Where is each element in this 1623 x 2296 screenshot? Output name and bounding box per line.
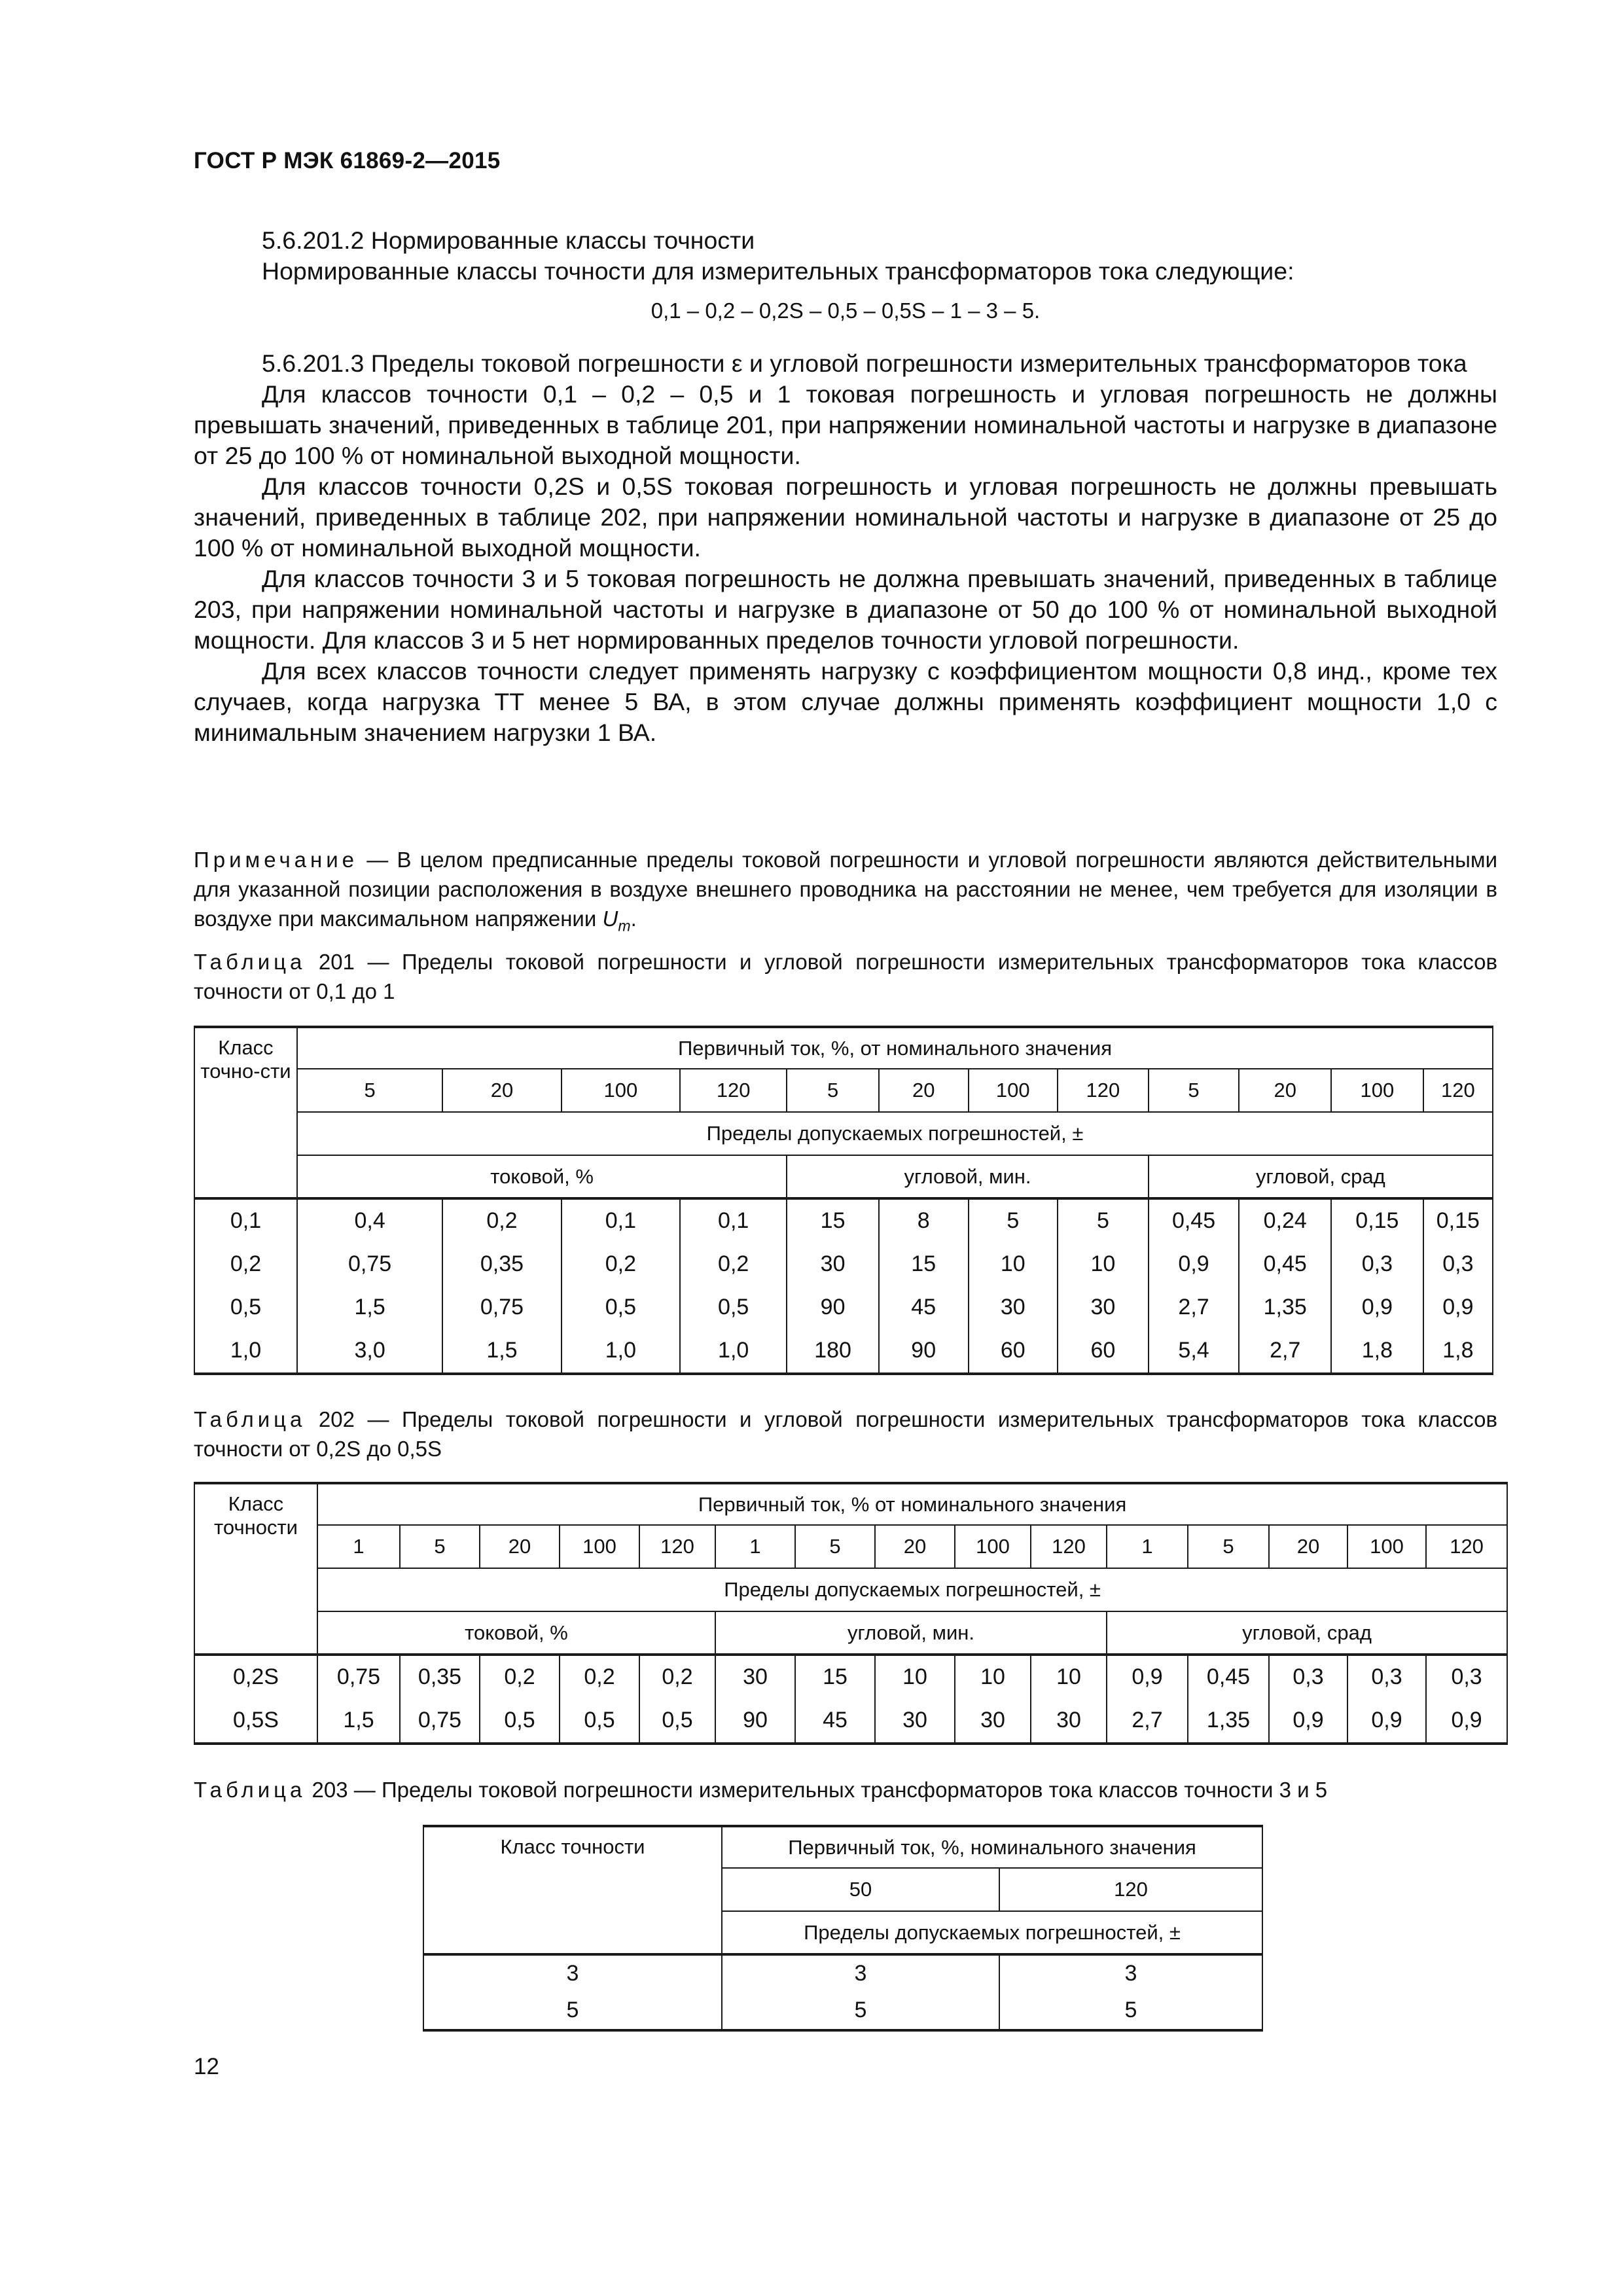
value-cell: 0,2 xyxy=(639,1655,715,1699)
class-cell: 0,1 xyxy=(194,1198,297,1243)
value-cell: 0,3 xyxy=(1347,1655,1426,1699)
value-cell: 0,15 xyxy=(1423,1198,1493,1243)
section-heading: 5.6.201.2 Нормированные классы точности xyxy=(262,226,755,254)
current-value: 100 xyxy=(560,1525,639,1568)
value-cell: 60 xyxy=(969,1329,1058,1374)
value-cell: 10 xyxy=(875,1655,955,1699)
current-value: 5 xyxy=(1188,1525,1269,1568)
current-value: 5 xyxy=(297,1069,442,1112)
value-cell: 15 xyxy=(879,1243,969,1286)
value-cell: 0,45 xyxy=(1188,1655,1269,1699)
value-cell: 0,45 xyxy=(1239,1243,1331,1286)
current-value: 100 xyxy=(969,1069,1058,1112)
group-header: угловой, срад xyxy=(1149,1155,1493,1198)
table-row xyxy=(194,1286,1493,1329)
value-cell: 0,3 xyxy=(1423,1243,1493,1286)
current-value: 20 xyxy=(875,1525,955,1568)
group-header: токовой, % xyxy=(297,1155,787,1198)
value-cell: 60 xyxy=(1058,1329,1149,1374)
class-cell: 0,5 xyxy=(194,1286,297,1329)
caption-label: Таблица xyxy=(194,1778,306,1802)
value-cell: 0,1 xyxy=(562,1198,680,1243)
value-cell: 0,35 xyxy=(400,1655,480,1699)
value-cell: 0,5 xyxy=(480,1699,560,1744)
value-cell: 0,75 xyxy=(297,1243,442,1286)
current-value: 120 xyxy=(1058,1069,1149,1112)
value-cell: 30 xyxy=(969,1286,1058,1329)
value-cell: 1,8 xyxy=(1423,1329,1493,1374)
table-row xyxy=(194,1198,1493,1243)
table-row xyxy=(194,1655,1507,1699)
value-cell: 5 xyxy=(969,1198,1058,1243)
value-cell: 0,75 xyxy=(317,1655,400,1699)
value-cell: 8 xyxy=(879,1198,969,1243)
current-value: 20 xyxy=(879,1069,969,1112)
value-cell: 30 xyxy=(1031,1699,1107,1744)
value-cell: 1,35 xyxy=(1239,1286,1331,1329)
value-cell: 180 xyxy=(787,1329,879,1374)
table-row xyxy=(194,1699,1507,1744)
value-cell: 3,0 xyxy=(297,1329,442,1374)
table-row xyxy=(194,1329,1493,1374)
value-cell: 10 xyxy=(969,1243,1058,1286)
value-cell: 30 xyxy=(875,1699,955,1744)
current-value: 100 xyxy=(1347,1525,1426,1568)
note-subscript: m xyxy=(618,917,631,935)
class-cell: 0,2 xyxy=(194,1243,297,1286)
value-cell: 0,9 xyxy=(1331,1286,1423,1329)
value-cell: 0,9 xyxy=(1426,1699,1507,1744)
paragraph: Для всех классов точности следует применять нагрузку с коэффициентом мощности 0,8 инд., кроме тех случаев, когда нагрузка ТТ менее 5 ВА, в этом случае должны применять коэффициент мощности 1,0 с минимальным значением нагрузки 1 ВА. xyxy=(194,657,1497,746)
value-cell: 0,3 xyxy=(1331,1243,1423,1286)
current-value: 120 xyxy=(1423,1069,1493,1112)
table-202-current-row xyxy=(194,1525,1507,1568)
value-cell: 1,0 xyxy=(562,1329,680,1374)
value-cell: 0,9 xyxy=(1149,1243,1240,1286)
table-201-group-row xyxy=(194,1155,1493,1198)
current-value: 20 xyxy=(1239,1069,1331,1112)
paragraph: Для классов точности 3 и 5 токовая погрешность не должна превышать значений, приведенных в таблице 203, при напряжении номинальной частоты и нагрузке в диапазоне от 50 до 100 % от номинальной выходной мощности. Для классов 3 и 5 нет нормированных пределов точности угловой погрешности. xyxy=(194,565,1497,654)
caption-label: Таблица xyxy=(194,1407,306,1431)
value-cell: 2,7 xyxy=(1149,1286,1240,1329)
table-row xyxy=(423,1992,1262,2030)
value-cell: 5 xyxy=(1058,1198,1149,1243)
note-label: Примечание xyxy=(194,848,359,872)
group-header: угловой, мин. xyxy=(715,1611,1107,1655)
table-201-current-row xyxy=(194,1069,1493,1112)
value-cell: 0,9 xyxy=(1107,1655,1188,1699)
value-cell: 0,5 xyxy=(639,1699,715,1744)
table-202-caption xyxy=(194,1405,1497,1463)
current-value: 20 xyxy=(442,1069,561,1112)
current-value: 100 xyxy=(562,1069,680,1112)
section-heading: 5.6.201.3 Пределы токовой погрешности ε и угловой погрешности измерительных трансформаторов тока xyxy=(262,350,1467,377)
current-value: 1 xyxy=(1107,1525,1188,1568)
value-cell: 15 xyxy=(787,1198,879,1243)
table-202-class-header: Класс точности xyxy=(194,1483,317,1655)
value-cell: 0,15 xyxy=(1331,1198,1423,1243)
value-cell: 1,35 xyxy=(1188,1699,1269,1744)
caption-text: 201 — Пределы токовой погрешности и угловой погрешности измерительных трансформаторов тока классов точности от 0,1 до 1 xyxy=(194,950,1497,1003)
table-201-caption xyxy=(194,947,1497,1006)
value-cell: 15 xyxy=(795,1655,875,1699)
current-value: 1 xyxy=(715,1525,795,1568)
value-cell: 0,75 xyxy=(400,1699,480,1744)
value-cell: 0,2 xyxy=(442,1198,561,1243)
table-201-current-header: Первичный ток, %, от номинального значения xyxy=(297,1027,1493,1069)
caption-label: Таблица xyxy=(194,950,306,974)
value-cell: 0,1 xyxy=(680,1198,787,1243)
group-header: угловой, срад xyxy=(1107,1611,1507,1655)
page-number: 12 xyxy=(194,2054,219,2079)
value-cell: 0,45 xyxy=(1149,1198,1240,1243)
group-header: угловой, мин. xyxy=(787,1155,1149,1198)
value-cell: 30 xyxy=(955,1699,1031,1744)
value-cell: 1,5 xyxy=(297,1286,442,1329)
value-cell: 0,9 xyxy=(1347,1699,1426,1744)
value-cell: 5 xyxy=(722,1992,999,2030)
table-row xyxy=(194,1243,1493,1286)
current-value: 120 xyxy=(999,1868,1262,1911)
value-cell: 10 xyxy=(1058,1243,1149,1286)
current-value: 5 xyxy=(795,1525,875,1568)
value-cell: 90 xyxy=(715,1699,795,1744)
value-cell: 0,9 xyxy=(1269,1699,1347,1744)
current-value: 20 xyxy=(1269,1525,1347,1568)
table-203-current-header: Первичный ток, %, номинального значения xyxy=(722,1826,1262,1868)
value-cell: 45 xyxy=(879,1286,969,1329)
current-value: 5 xyxy=(400,1525,480,1568)
caption-text: 202 — Пределы токовой погрешности и угловой погрешности измерительных трансформаторов тока классов точности от 0,2S до 0,5S xyxy=(194,1407,1497,1461)
document-header: ГОСТ Р МЭК 61869-2—2015 xyxy=(194,148,501,173)
section-5-6-201-2 xyxy=(194,225,1497,287)
section-5-6-201-3 xyxy=(194,348,1497,748)
table-203-limits-header: Пределы допускаемых погрешностей, ± xyxy=(722,1911,1262,1954)
current-value: 20 xyxy=(480,1525,560,1568)
note xyxy=(194,845,1497,941)
table-201-class-header: Класс точно-сти xyxy=(194,1027,297,1198)
note-end: . xyxy=(630,906,637,931)
value-cell: 0,3 xyxy=(1269,1655,1347,1699)
value-cell: 3 xyxy=(999,1954,1262,1992)
table-203-caption xyxy=(194,1775,1497,1804)
value-cell: 0,35 xyxy=(442,1243,561,1286)
current-value: 100 xyxy=(1331,1069,1423,1112)
value-cell: 30 xyxy=(787,1243,879,1286)
class-cell: 1,0 xyxy=(194,1329,297,1374)
current-value: 1 xyxy=(317,1525,400,1568)
value-cell: 0,5 xyxy=(680,1286,787,1329)
value-cell: 0,5 xyxy=(560,1699,639,1744)
table-202 xyxy=(194,1482,1508,1745)
value-cell: 1,5 xyxy=(442,1329,561,1374)
value-cell: 0,2 xyxy=(680,1243,787,1286)
class-cell: 5 xyxy=(423,1992,722,2030)
value-cell: 45 xyxy=(795,1699,875,1744)
value-cell: 5 xyxy=(999,1992,1262,2030)
value-cell: 30 xyxy=(715,1655,795,1699)
current-value: 50 xyxy=(722,1868,999,1911)
value-cell: 1,0 xyxy=(680,1329,787,1374)
value-cell: 3 xyxy=(722,1954,999,1992)
caption-text: 203 — Пределы токовой погрешности измерительных трансформаторов тока классов точности 3 и 5 xyxy=(306,1778,1328,1802)
value-cell: 30 xyxy=(1058,1286,1149,1329)
table-203-class-header: Класс точности xyxy=(423,1826,722,1954)
table-201 xyxy=(194,1026,1493,1375)
current-value: 120 xyxy=(639,1525,715,1568)
value-cell: 2,7 xyxy=(1239,1329,1331,1374)
accuracy-classes-formula: 0,1 – 0,2 – 0,2S – 0,5 – 0,5S – 1 – 3 – 5. xyxy=(651,298,1041,323)
value-cell: 0,4 xyxy=(297,1198,442,1243)
value-cell: 90 xyxy=(879,1329,969,1374)
value-cell: 1,8 xyxy=(1331,1329,1423,1374)
value-cell: 2,7 xyxy=(1107,1699,1188,1744)
current-value: 5 xyxy=(787,1069,879,1112)
current-value: 120 xyxy=(680,1069,787,1112)
value-cell: 0,9 xyxy=(1423,1286,1493,1329)
group-header: токовой, % xyxy=(317,1611,715,1655)
value-cell: 0,2 xyxy=(560,1655,639,1699)
table-202-limits-header: Пределы допускаемых погрешностей, ± xyxy=(317,1568,1507,1611)
current-value: 100 xyxy=(955,1525,1031,1568)
class-cell: 3 xyxy=(423,1954,722,1992)
current-value: 120 xyxy=(1031,1525,1107,1568)
paragraph: Для классов точности 0,2S и 0,5S токовая погрешность и угловая погрешность не должны превышать значений, приведенных в таблице 202, при напряжении номинальной частоты и нагрузке в диапазоне от 25 до 100 % от номинальной выходной мощности. xyxy=(194,473,1497,562)
value-cell: 0,75 xyxy=(442,1286,561,1329)
value-cell: 1,5 xyxy=(317,1699,400,1744)
value-cell: 0,2 xyxy=(562,1243,680,1286)
table-row xyxy=(423,1954,1262,1992)
current-value: 5 xyxy=(1149,1069,1240,1112)
value-cell: 10 xyxy=(955,1655,1031,1699)
value-cell: 0,3 xyxy=(1426,1655,1507,1699)
value-cell: 5,4 xyxy=(1149,1329,1240,1374)
paragraph: Для классов точности 0,1 – 0,2 – 0,5 и 1 токовая погрешность и угловая погрешность не должны превышать значений, приведенных в таблице 201, при напряжении номинальной частоты и нагрузке в диапазоне от 25 до 100 % от номинальной выходной мощности. xyxy=(194,380,1497,469)
table-202-current-header: Первичный ток, % от номинального значения xyxy=(317,1483,1507,1525)
current-value: 120 xyxy=(1426,1525,1507,1568)
section-intro: Нормированные классы точности для измерительных трансформаторов тока следующие: xyxy=(262,257,1294,285)
class-cell: 0,2S xyxy=(194,1655,317,1699)
note-text: — В целом предписанные пределы токовой погрешности и угловой погрешности являются действительными для указанной позиции расположения в воздухе внешнего проводника на расстоянии не менее, чем требуется для изоляции в воздухе при максимальном напряжении xyxy=(194,848,1497,931)
table-202-group-row xyxy=(194,1611,1507,1655)
value-cell: 10 xyxy=(1031,1655,1107,1699)
table-203 xyxy=(423,1825,1263,2032)
note-symbol: U xyxy=(602,906,618,931)
value-cell: 0,24 xyxy=(1239,1198,1331,1243)
value-cell: 0,2 xyxy=(480,1655,560,1699)
class-cell: 0,5S xyxy=(194,1699,317,1744)
value-cell: 0,5 xyxy=(562,1286,680,1329)
value-cell: 90 xyxy=(787,1286,879,1329)
table-201-limits-header: Пределы допускаемых погрешностей, ± xyxy=(297,1112,1493,1155)
